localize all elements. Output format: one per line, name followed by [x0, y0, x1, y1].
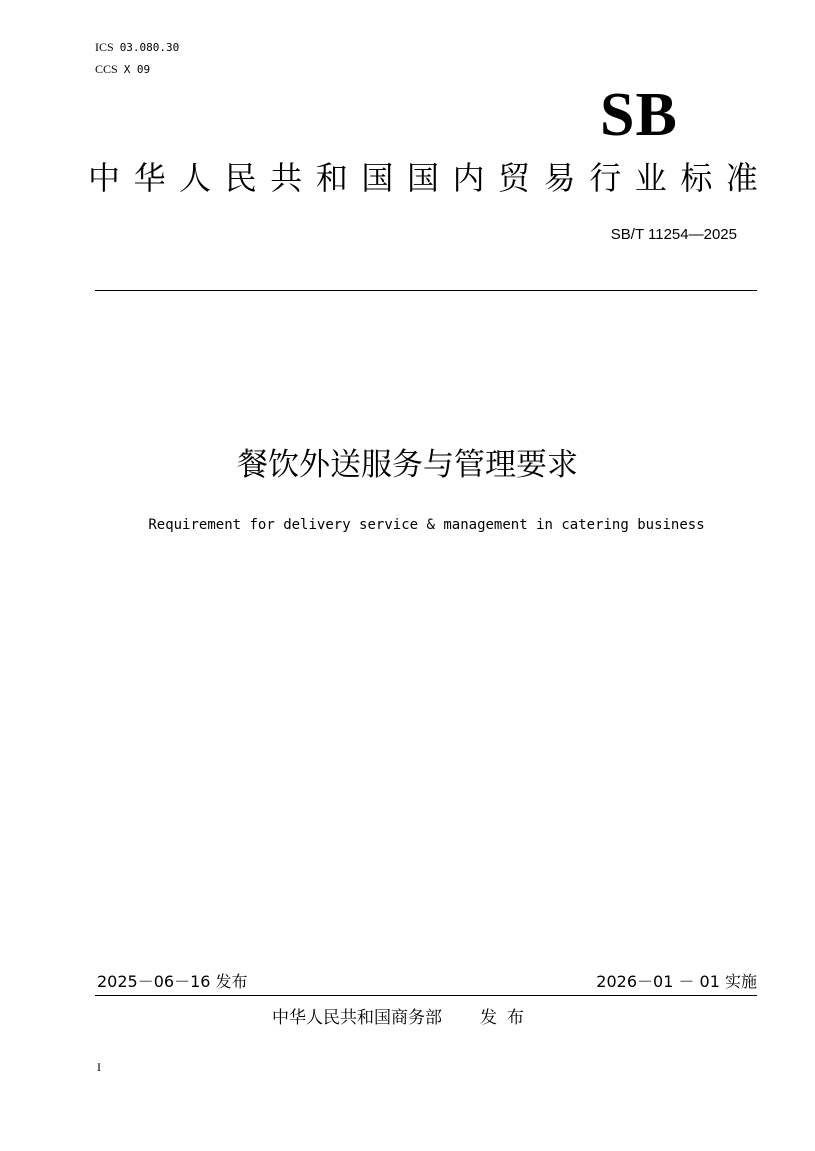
standard-title-char: 业	[634, 159, 667, 197]
ccs-label: CCS	[95, 62, 118, 76]
implementation-date: 2026－01 － 01 实施	[596, 972, 757, 991]
standard-title-char: 国	[361, 159, 394, 197]
standard-title-char: 共	[270, 159, 303, 197]
standard-title-char: 人	[179, 159, 212, 197]
ccs-classification	[95, 62, 150, 77]
standard-title-char: 华	[133, 159, 166, 197]
bottom-divider	[95, 995, 757, 996]
standard-title-char: 内	[452, 159, 485, 197]
standard-number: SB/T 11254—2025	[610, 226, 737, 243]
standard-title-char: 贸	[498, 159, 531, 197]
standard-title-char: 国	[406, 159, 439, 197]
standard-title	[88, 152, 758, 204]
ics-classification	[95, 40, 179, 55]
publisher-action: 发布	[480, 1008, 534, 1028]
standard-title-char: 准	[725, 159, 758, 197]
sb-logo: SB	[600, 81, 678, 149]
publisher-line	[272, 1005, 534, 1031]
ics-code: 03.080.30	[119, 41, 180, 54]
standard-title-char: 民	[224, 159, 257, 197]
document-title-english: Requirement for delivery service & management in catering business	[148, 517, 705, 533]
standard-title-char: 和	[315, 159, 348, 197]
page-number: I	[97, 1060, 101, 1074]
top-divider	[95, 290, 757, 291]
standard-title-char: 行	[589, 159, 622, 197]
document-title-chinese: 餐饮外送服务与管理要求	[237, 447, 578, 483]
issue-date: 2025－06－16 发布	[97, 972, 248, 991]
publisher-name: 中华人民共和国商务部	[272, 1008, 442, 1028]
standard-title-char: 标	[680, 159, 713, 197]
ics-label: ICS	[95, 40, 114, 54]
standard-title-char: 中	[88, 159, 121, 197]
ccs-code: X 09	[123, 63, 151, 76]
standard-title-char: 易	[543, 159, 576, 197]
